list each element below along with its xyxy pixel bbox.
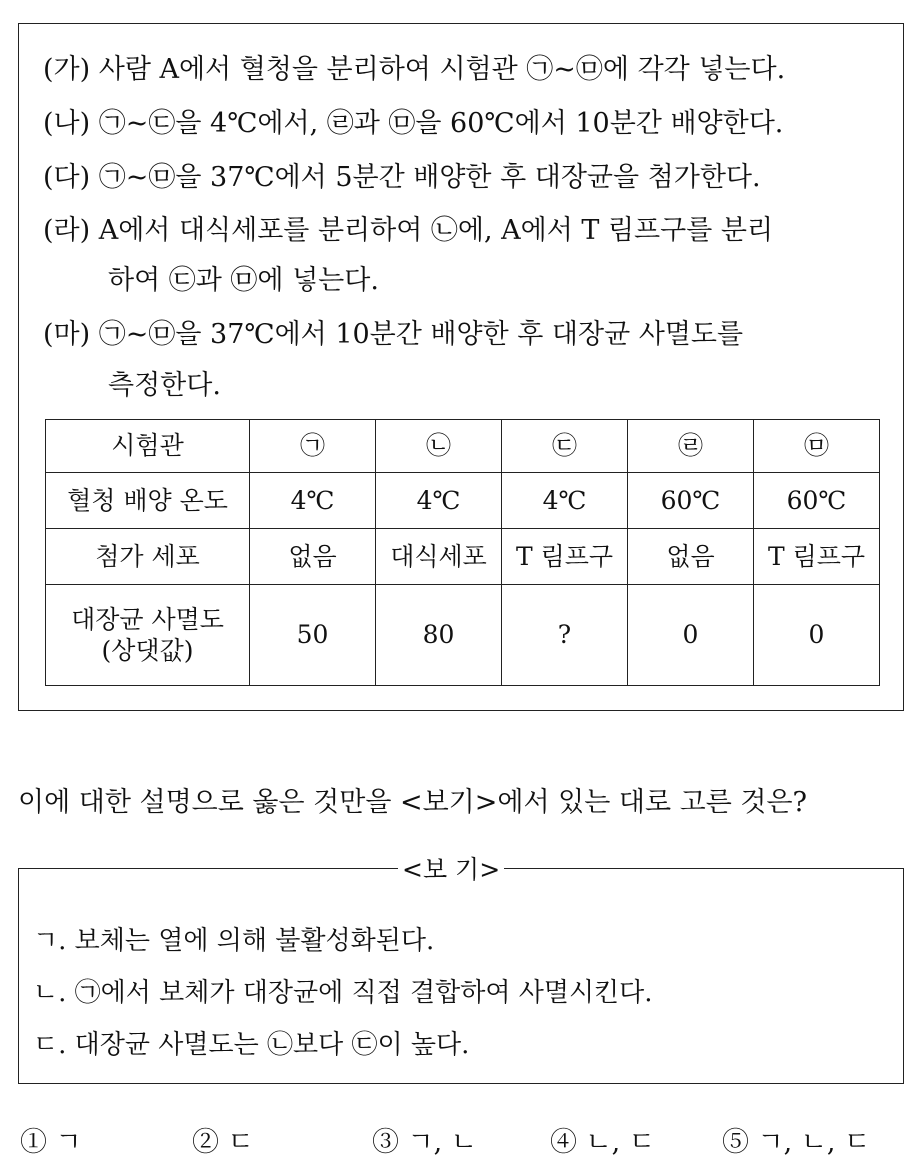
choice-1[interactable]: ① ㄱ [20, 1127, 82, 1158]
choice-5[interactable]: ⑤ ㄱ, ㄴ, ㄷ [722, 1127, 871, 1158]
step-ga: (가) 사람 A에서 혈청을 분리하여 시험관 ㉠~㉤에 각각 넣는다. [43, 54, 786, 85]
choice-3[interactable]: ③ ㄱ, ㄴ [372, 1127, 477, 1158]
bogi-title: <보 기> [398, 850, 504, 886]
choice-2[interactable]: ② ㄷ [192, 1127, 254, 1158]
step-ra: (라) A에서 대식세포를 분리하여 ㉡에, A에서 T 림프구를 분리 [43, 215, 774, 246]
table-cell: T 림프구 [754, 529, 880, 585]
table-cell: ? [502, 585, 628, 686]
table-cell: 4℃ [250, 473, 376, 529]
table-cell: 60℃ [628, 473, 754, 529]
table-row [46, 529, 880, 585]
step-da: (다) ㉠~㉤을 37℃에서 5분간 배양한 후 대장균을 첨가한다. [43, 162, 761, 193]
table-row [46, 420, 880, 473]
table-cell: ㉡ [376, 420, 502, 473]
table-cell: 0 [754, 585, 880, 686]
results-table [45, 419, 880, 686]
step-ma-continued: 측정한다. [108, 370, 221, 401]
bogi-item: ㄷ. 대장균 사멸도는 ㉡보다 ㉢이 높다. [33, 1030, 470, 1060]
bogi-item: ㄱ. 보체는 열에 의해 불활성화된다. [33, 926, 435, 956]
table-cell: 60℃ [754, 473, 880, 529]
row-header [46, 585, 250, 686]
table-cell: 0 [628, 585, 754, 686]
table-cell: ㉤ [754, 420, 880, 473]
table-cell: 80 [376, 585, 502, 686]
row-header: 시험관 [46, 420, 250, 473]
table-row [46, 473, 880, 529]
table-cell: 없음 [250, 529, 376, 585]
table-cell: ㉣ [628, 420, 754, 473]
table-cell: ㉢ [502, 420, 628, 473]
row-header: 첨가 세포 [46, 529, 250, 585]
question-text: 이에 대한 설명으로 옳은 것만을 <보기>에서 있는 대로 고른 것은? [18, 787, 808, 818]
row-header-line: (상댓값) [101, 636, 194, 665]
row-header-line: 대장균 사멸도 [71, 604, 224, 634]
step-na: (나) ㉠~㉢을 4℃에서, ㉣과 ㉤을 60℃에서 10분간 배양한다. [43, 108, 784, 139]
table-row [46, 585, 880, 686]
row-header: 혈청 배양 온도 [46, 473, 250, 529]
table-cell: 4℃ [502, 473, 628, 529]
table-cell: 4℃ [376, 473, 502, 529]
bogi-item: ㄴ. ㉠에서 보체가 대장균에 직접 결합하여 사멸시킨다. [33, 978, 653, 1008]
table-cell: 50 [250, 585, 376, 686]
table-cell: ㉠ [250, 420, 376, 473]
step-ra-continued: 하여 ㉢과 ㉤에 넣는다. [108, 265, 379, 296]
table-cell: 대식세포 [376, 529, 502, 585]
step-ma: (마) ㉠~㉤을 37℃에서 10분간 배양한 후 대장균 사멸도를 [43, 319, 744, 350]
choice-4[interactable]: ④ ㄴ, ㄷ [550, 1127, 655, 1158]
table-cell: T 림프구 [502, 529, 628, 585]
table-cell: 없음 [628, 529, 754, 585]
